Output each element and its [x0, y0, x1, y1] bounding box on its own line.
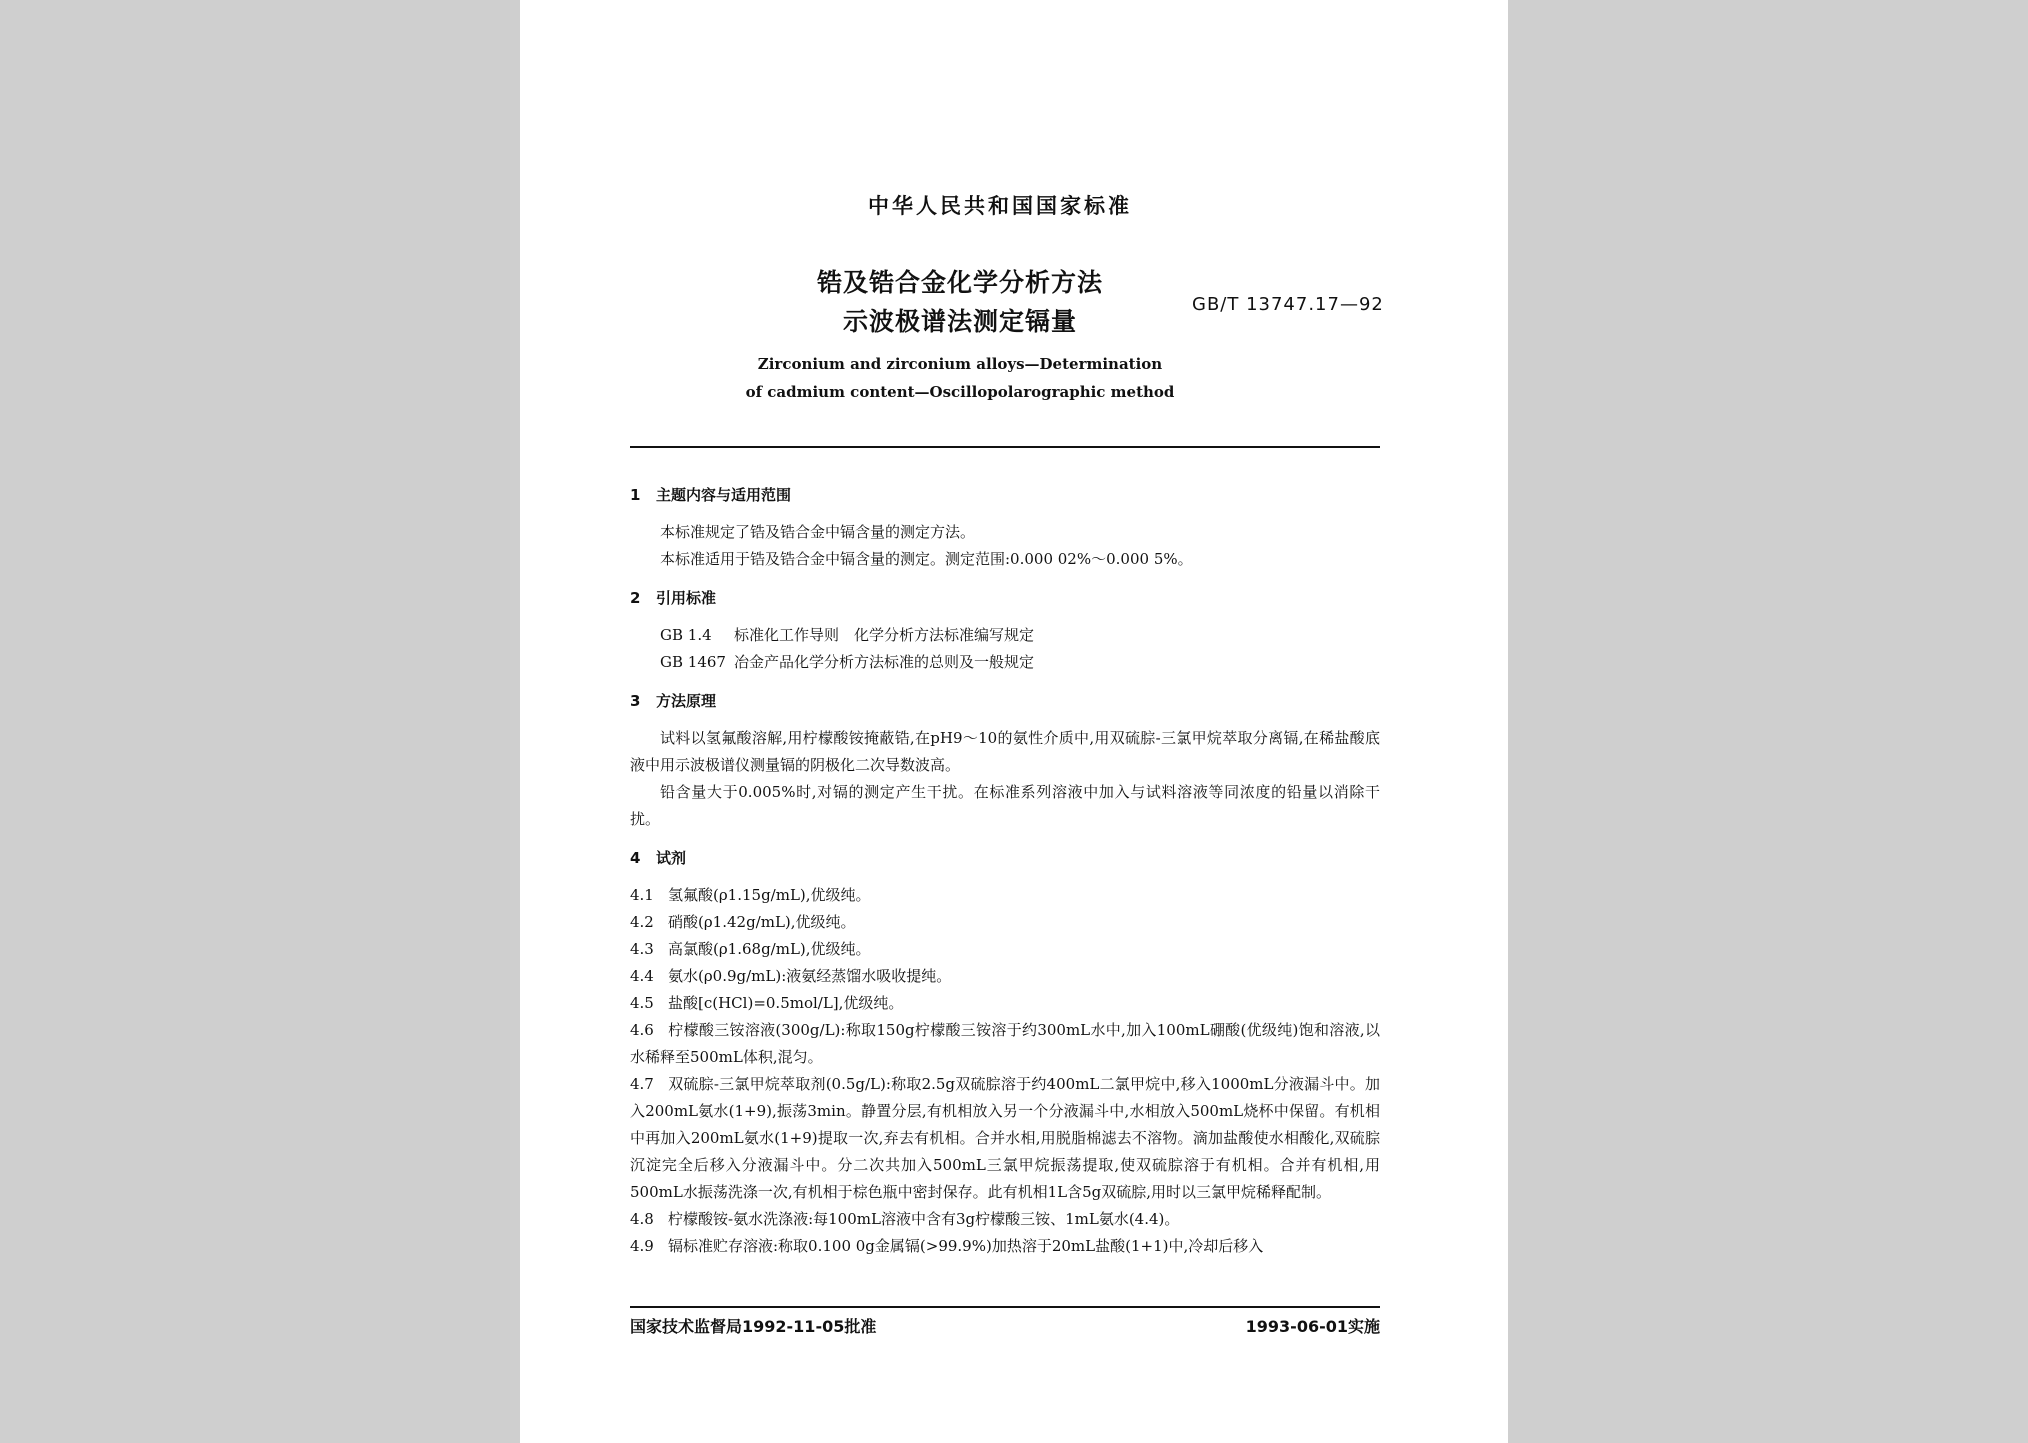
section-title: 方法原理: [656, 692, 717, 710]
item-text: 硝酸(ρ1.42g/mL),优级纯。: [668, 913, 856, 931]
section-number: 4: [630, 849, 641, 867]
item-text: 柠檬酸三铵溶液(300g/L):称取150g柠檬酸三铵溶于约300mL水中,加入100mL硼酸(优级纯)饱和溶液,以水稀释至500mL体积,混匀。: [630, 1021, 1380, 1066]
section-title: 试剂: [656, 849, 687, 867]
item-number: 4.4: [630, 967, 654, 985]
item-number: 4.9: [630, 1237, 654, 1255]
reference-title: 标准化工作导则 化学分析方法标准编写规定: [734, 626, 1035, 644]
reagent-item: [630, 1233, 1380, 1260]
section-2-heading: [630, 585, 1380, 612]
reagent-item: [630, 990, 1380, 1017]
document-body: [630, 482, 1380, 1260]
section-4-heading: [630, 845, 1380, 872]
item-number: 4.1: [630, 886, 654, 904]
reagent-item: [630, 909, 1380, 936]
item-text: 柠檬酸铵-氨水洗涤液:每100mL溶液中含有3g柠檬酸三铵、1mL氨水(4.4)。: [668, 1210, 1180, 1228]
item-number: 4.2: [630, 913, 654, 931]
footer-divider: [630, 1306, 1380, 1308]
section-3-content: [630, 725, 1380, 833]
reference-title: 冶金产品化学分析方法标准的总则及一般规定: [734, 653, 1035, 671]
item-text: 高氯酸(ρ1.68g/mL),优级纯。: [668, 940, 871, 958]
section-number: 3: [630, 692, 641, 710]
item-text: 氢氟酸(ρ1.15g/mL),优级纯。: [668, 886, 871, 904]
item-text: 双硫腙-三氯甲烷萃取剂(0.5g/L):称取2.5g双硫腙溶于约400mL二氯甲烷中,移入1000mL分液漏斗中。加入200mL氨水(1+9),振荡3min。静置分层,有机相放入另一个分液漏斗中,水相放入500mL烧杯中保留。有机相中再加入200mL氨水(1+9)提取一次,弃去有机相。合并水相,用脱脂棉滤去不溶物。滴加盐酸使水相酸化,双硫腙沉淀完全后移入分液漏斗中。分二次共加入500mL三氯甲烷振荡提取,使双硫腙溶于有机相。合并有机相,用500mL水振荡洗涤一次,有机相于棕色瓶中密封保存。此有机相1L含5g双硫腙,用时以三氯甲烷稀释配制。: [630, 1075, 1380, 1201]
item-number: 4.5: [630, 994, 654, 1012]
paragraph: 试料以氢氟酸溶解,用柠檬酸铵掩蔽锆,在pH9～10的氨性介质中,用双硫腙-三氯甲烷萃取分离镉,在稀盐酸底液中用示波极谱仪测量镉的阴极化二次导数波高。: [630, 729, 1380, 774]
title-en-line1: Zirconium and zirconium alloys—Determination: [757, 355, 1163, 373]
section-3-heading: [630, 688, 1380, 715]
document-page: [520, 0, 1508, 1443]
standard-type-heading: 中华人民共和国国家标准: [868, 194, 1132, 218]
section-title: 主题内容与适用范围: [656, 486, 792, 504]
reference-code: GB 1467: [660, 653, 726, 671]
reagent-item: [630, 1071, 1380, 1206]
reagent-item: [630, 882, 1380, 909]
effective-date: 1993-06-01实施: [1245, 1317, 1380, 1336]
reference-item: [660, 622, 1380, 649]
title-en-line2: of cadmium content—Oscillopolarographic method: [745, 383, 1175, 401]
item-number: 4.6: [630, 1021, 654, 1039]
standard-code: GB/T 13747.17—92: [1192, 294, 1384, 315]
title-cn-line2: 示波极谱法测定镉量: [842, 307, 1077, 336]
paragraph: 本标准适用于锆及锆合金中镉含量的测定。测定范围:0.000 02%～0.000 5%。: [660, 550, 1193, 568]
section-1-heading: [630, 482, 1380, 509]
item-number: 4.7: [630, 1075, 654, 1093]
reference-code: GB 1.4: [660, 626, 712, 644]
section-1-content: [630, 519, 1380, 573]
item-text: 氨水(ρ0.9g/mL):液氨经蒸馏水吸收提纯。: [668, 967, 952, 985]
reference-item: [660, 649, 1380, 676]
header-divider: [630, 446, 1380, 448]
paragraph: 本标准规定了锆及锆合金中镉含量的测定方法。: [660, 523, 976, 541]
reagent-item: [630, 936, 1380, 963]
reagent-item: [630, 1017, 1380, 1071]
reagent-item: [630, 1206, 1380, 1233]
item-number: 4.8: [630, 1210, 654, 1228]
reagent-list: [630, 882, 1380, 1260]
reagent-item: [630, 963, 1380, 990]
title-cn-line1: 锆及锆合金化学分析方法: [816, 268, 1103, 297]
section-number: 1: [630, 486, 641, 504]
item-text: 盐酸[c(HCl)=0.5mol/L],优级纯。: [668, 994, 904, 1012]
item-text: 镉标准贮存溶液:称取0.100 0g金属镉(>99.9%)加热溶于20mL盐酸(1+1)中,冷却后移入: [668, 1237, 1264, 1255]
reference-list: [630, 622, 1380, 676]
section-title: 引用标准: [656, 589, 717, 607]
item-number: 4.3: [630, 940, 654, 958]
paragraph: 铅含量大于0.005%时,对镉的测定产生干扰。在标准系列溶液中加入与试料溶液等同浓度的铅量以消除干扰。: [630, 783, 1380, 828]
section-number: 2: [630, 589, 641, 607]
approval-info: 国家技术监督局1992-11-05批准: [630, 1317, 877, 1336]
